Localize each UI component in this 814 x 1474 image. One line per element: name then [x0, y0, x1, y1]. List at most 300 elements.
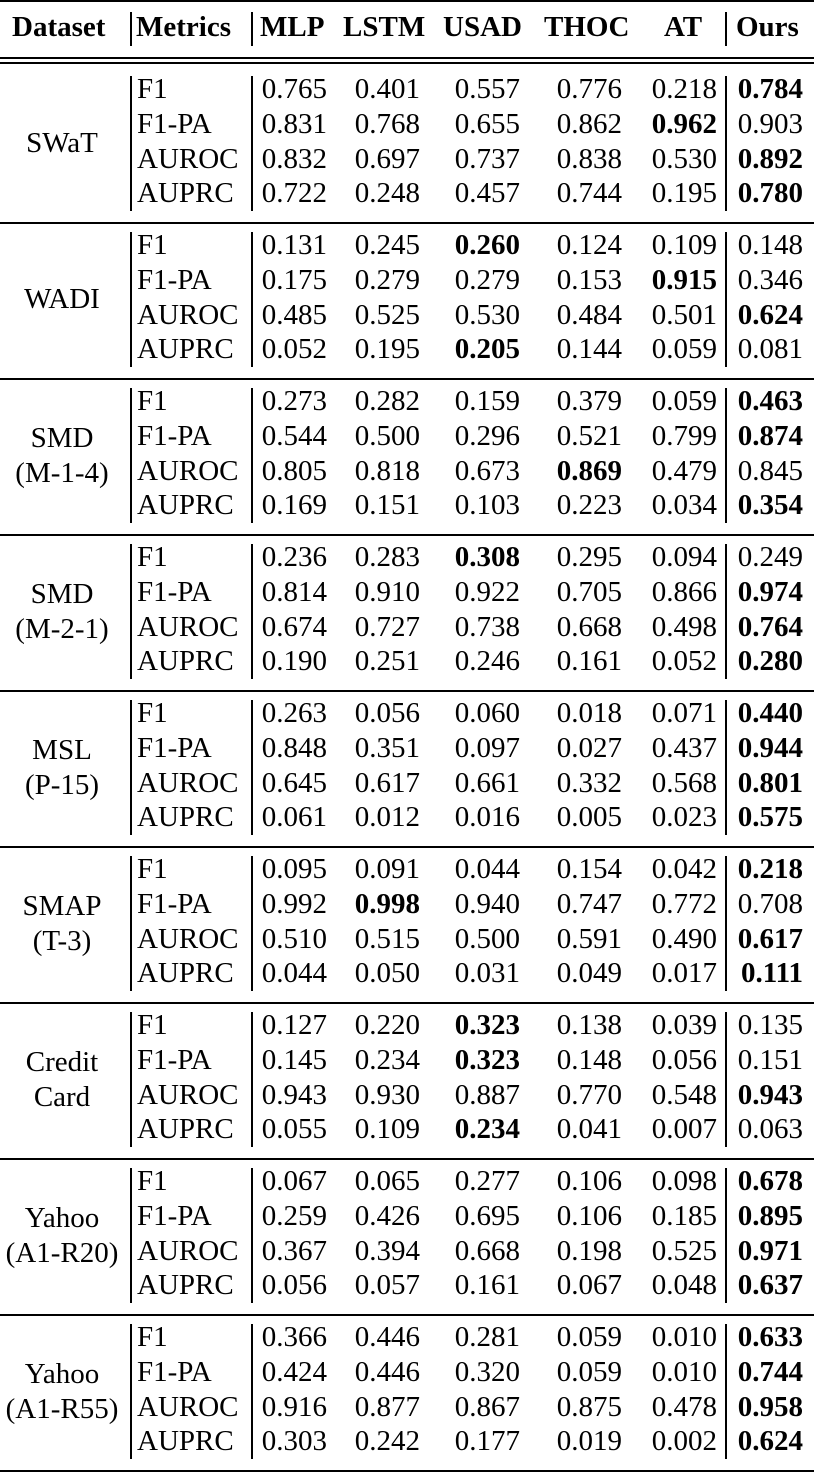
metric-value: 0.234: [354, 1043, 420, 1076]
ours-value: 0.624: [737, 298, 803, 331]
ours-value: 0.637: [737, 1269, 803, 1302]
metric-value: 0.052: [261, 333, 327, 366]
metric-value: 0.366: [261, 1321, 327, 1353]
metric-value: 0.279: [454, 263, 520, 296]
metric-value: 0.992: [261, 887, 327, 920]
bottom-rule: [0, 1470, 814, 1472]
header-thoc: THOC: [544, 11, 630, 43]
metric-name: AUPRC: [137, 801, 234, 834]
metric-value: 0.056: [261, 1269, 327, 1302]
metric-value: 0.998: [354, 887, 420, 920]
metric-value: 0.308: [454, 541, 520, 573]
metric-value: 0.910: [354, 575, 420, 608]
metric-value: 0.424: [261, 1355, 327, 1388]
metric-value: 0.277: [454, 1165, 520, 1197]
column-divider: [130, 388, 132, 523]
metric-value: 0.027: [556, 731, 622, 764]
metric-name: F1-PA: [137, 1199, 212, 1232]
ours-value: 0.354: [737, 489, 803, 522]
metric-value: 0.282: [354, 385, 420, 417]
metric-value: 0.401: [354, 73, 420, 105]
metric-name: F1: [137, 1165, 168, 1197]
group-separator: [0, 534, 814, 536]
column-divider: [130, 1012, 132, 1147]
metric-value: 0.016: [454, 801, 520, 834]
metric-name: F1-PA: [137, 887, 212, 920]
ours-value: 0.063: [737, 1113, 803, 1146]
metric-value: 0.510: [261, 922, 327, 955]
metric-value: 0.263: [261, 697, 327, 729]
dataset-name: (M-1-4): [15, 456, 109, 489]
metric-value: 0.814: [261, 575, 327, 608]
dataset-name: (A1-R20): [5, 1236, 119, 1269]
metric-name: F1-PA: [137, 107, 212, 140]
metric-name: AUROC: [137, 610, 239, 643]
metric-value: 0.131: [261, 229, 327, 261]
metric-value: 0.877: [354, 1390, 420, 1423]
metric-value: 0.727: [354, 610, 420, 643]
ours-value: 0.895: [737, 1199, 803, 1232]
ours-value: 0.974: [737, 575, 803, 608]
metric-value: 0.002: [651, 1425, 717, 1458]
dataset-name: SMD: [30, 421, 94, 454]
group-separator: [0, 846, 814, 848]
metric-value: 0.018: [556, 697, 622, 729]
metric-value: 0.198: [556, 1234, 622, 1267]
metric-value: 0.323: [454, 1009, 520, 1041]
metric-value: 0.124: [556, 229, 622, 261]
metric-name: AUROC: [137, 1078, 239, 1111]
metric-value: 0.530: [454, 298, 520, 331]
metric-name: F1: [137, 385, 168, 417]
header-divider: [130, 12, 132, 46]
column-divider: [130, 232, 132, 367]
metric-value: 0.832: [261, 142, 327, 175]
metric-value: 0.190: [261, 645, 327, 678]
metric-value: 0.019: [556, 1425, 622, 1458]
ours-value: 0.744: [737, 1355, 803, 1388]
metric-value: 0.177: [454, 1425, 520, 1458]
ours-value: 0.624: [737, 1425, 803, 1458]
metric-name: F1: [137, 1321, 168, 1353]
metric-value: 0.023: [651, 801, 717, 834]
metric-value: 0.831: [261, 107, 327, 140]
metric-value: 0.153: [556, 263, 622, 296]
metric-value: 0.770: [556, 1078, 622, 1111]
header-ours: Ours: [736, 11, 799, 43]
ours-value: 0.944: [737, 731, 803, 764]
metric-value: 0.848: [261, 731, 327, 764]
metric-value: 0.065: [354, 1165, 420, 1197]
metric-value: 0.484: [556, 298, 622, 331]
metric-value: 0.048: [651, 1269, 717, 1302]
metric-name: F1-PA: [137, 263, 212, 296]
metric-value: 0.052: [651, 645, 717, 678]
metric-value: 0.007: [651, 1113, 717, 1146]
ours-value: 0.780: [737, 177, 803, 210]
metric-value: 0.056: [354, 697, 420, 729]
metric-value: 0.059: [556, 1355, 622, 1388]
metric-value: 0.521: [556, 419, 622, 452]
metric-value: 0.765: [261, 73, 327, 105]
ours-value: 0.764: [737, 610, 803, 643]
metric-value: 0.379: [556, 385, 622, 417]
metric-value: 0.242: [354, 1425, 420, 1458]
metric-name: F1: [137, 229, 168, 261]
column-divider: [130, 544, 132, 679]
metric-value: 0.697: [354, 142, 420, 175]
ours-value: 0.135: [737, 1009, 803, 1041]
metric-value: 0.061: [261, 801, 327, 834]
metric-name: F1: [137, 853, 168, 885]
dataset-name: (A1-R55): [5, 1392, 119, 1425]
ours-value: 0.874: [737, 419, 803, 452]
metric-value: 0.012: [354, 801, 420, 834]
metric-value: 0.185: [651, 1199, 717, 1232]
metric-value: 0.169: [261, 489, 327, 522]
metric-value: 0.705: [556, 575, 622, 608]
metric-value: 0.109: [354, 1113, 420, 1146]
metric-value: 0.283: [354, 541, 420, 573]
metric-value: 0.218: [651, 73, 717, 105]
metric-value: 0.661: [454, 766, 520, 799]
header-rule: [0, 57, 814, 59]
metric-value: 0.050: [354, 957, 420, 990]
header-row: [0, 0, 814, 56]
header-divider: [725, 12, 727, 46]
metric-value: 0.059: [651, 385, 717, 417]
metric-value: 0.930: [354, 1078, 420, 1111]
metric-name: F1-PA: [137, 575, 212, 608]
metric-value: 0.722: [261, 177, 327, 210]
metric-value: 0.525: [354, 298, 420, 331]
metric-value: 0.279: [354, 263, 420, 296]
metric-name: AUPRC: [137, 645, 234, 678]
metric-value: 0.500: [354, 419, 420, 452]
metric-value: 0.161: [556, 645, 622, 678]
ours-value: 0.903: [737, 107, 803, 140]
dataset-name: (M-2-1): [15, 612, 109, 645]
metric-value: 0.144: [556, 333, 622, 366]
metric-value: 0.446: [354, 1321, 420, 1353]
ours-value: 0.575: [737, 801, 803, 834]
metric-value: 0.544: [261, 419, 327, 452]
ours-value: 0.943: [737, 1078, 803, 1111]
metric-value: 0.323: [454, 1043, 520, 1076]
metric-value: 0.281: [454, 1321, 520, 1353]
metric-value: 0.772: [651, 887, 717, 920]
metric-value: 0.042: [651, 853, 717, 885]
column-divider: [130, 856, 132, 991]
column-divider: [130, 700, 132, 835]
metric-value: 0.674: [261, 610, 327, 643]
metric-value: 0.862: [556, 107, 622, 140]
metric-value: 0.044: [261, 957, 327, 990]
metric-value: 0.668: [556, 610, 622, 643]
metric-value: 0.776: [556, 73, 622, 105]
dataset-name: Card: [33, 1080, 91, 1113]
metric-value: 0.175: [261, 263, 327, 296]
column-divider: [130, 76, 132, 211]
metric-value: 0.617: [354, 766, 420, 799]
metric-value: 0.557: [454, 73, 520, 105]
metric-value: 0.205: [454, 333, 520, 366]
metric-value: 0.273: [261, 385, 327, 417]
metric-value: 0.645: [261, 766, 327, 799]
metric-value: 0.922: [454, 575, 520, 608]
metric-name: F1: [137, 697, 168, 729]
ours-value: 0.463: [737, 385, 803, 417]
metric-value: 0.234: [454, 1113, 520, 1146]
ours-value: 0.617: [737, 922, 803, 955]
metric-value: 0.034: [651, 489, 717, 522]
metric-name: AUROC: [137, 454, 239, 487]
metric-name: F1-PA: [137, 419, 212, 452]
header-metrics: Metrics: [136, 11, 231, 43]
ours-value: 0.633: [737, 1321, 803, 1353]
metric-value: 0.148: [556, 1043, 622, 1076]
metric-value: 0.056: [651, 1043, 717, 1076]
dataset-name: MSL: [32, 733, 92, 766]
metric-value: 0.943: [261, 1078, 327, 1111]
metric-value: 0.568: [651, 766, 717, 799]
metric-value: 0.059: [556, 1321, 622, 1353]
metric-value: 0.768: [354, 107, 420, 140]
metric-name: AUROC: [137, 142, 239, 175]
ours-value: 0.249: [737, 541, 803, 573]
metric-value: 0.220: [354, 1009, 420, 1041]
metric-value: 0.161: [454, 1269, 520, 1302]
metric-value: 0.055: [261, 1113, 327, 1146]
metric-name: F1-PA: [137, 1355, 212, 1388]
metric-value: 0.195: [651, 177, 717, 210]
metric-value: 0.446: [354, 1355, 420, 1388]
metric-name: AUPRC: [137, 177, 234, 210]
metric-name: F1: [137, 541, 168, 573]
metric-value: 0.457: [454, 177, 520, 210]
metric-value: 0.867: [454, 1390, 520, 1423]
group-separator: [0, 1314, 814, 1316]
group-separator: [0, 1158, 814, 1160]
dataset-name: SWaT: [26, 127, 98, 160]
ours-value: 0.346: [737, 263, 803, 296]
metric-value: 0.500: [454, 922, 520, 955]
group-separator: [0, 690, 814, 692]
header-mlp: MLP: [260, 11, 325, 43]
dataset-name: Yahoo: [24, 1357, 100, 1390]
metric-name: AUROC: [137, 1234, 239, 1267]
metric-value: 0.245: [354, 229, 420, 261]
metric-value: 0.668: [454, 1234, 520, 1267]
ours-value: 0.784: [737, 73, 803, 105]
dataset-name: Yahoo: [24, 1201, 100, 1234]
metric-value: 0.515: [354, 922, 420, 955]
metric-value: 0.049: [556, 957, 622, 990]
metric-value: 0.394: [354, 1234, 420, 1267]
metric-value: 0.478: [651, 1390, 717, 1423]
metric-value: 0.295: [556, 541, 622, 573]
metric-value: 0.818: [354, 454, 420, 487]
metric-value: 0.103: [454, 489, 520, 522]
dataset-name: SMD: [30, 577, 94, 610]
ours-value: 0.218: [737, 853, 803, 885]
metric-value: 0.067: [556, 1269, 622, 1302]
metric-value: 0.866: [651, 575, 717, 608]
metric-value: 0.887: [454, 1078, 520, 1111]
metric-value: 0.940: [454, 887, 520, 920]
ours-value: 0.081: [737, 333, 803, 366]
metric-value: 0.017: [651, 957, 717, 990]
dataset-name: SMAP: [22, 889, 102, 922]
metric-value: 0.525: [651, 1234, 717, 1267]
dataset-name: (T-3): [32, 924, 92, 957]
metric-value: 0.071: [651, 697, 717, 729]
metric-value: 0.059: [651, 333, 717, 366]
column-divider: [130, 1168, 132, 1303]
metric-name: F1: [137, 1009, 168, 1041]
metric-value: 0.095: [261, 853, 327, 885]
metric-name: AUPRC: [137, 1269, 234, 1302]
metric-name: AUPRC: [137, 1113, 234, 1146]
metric-value: 0.005: [556, 801, 622, 834]
ours-value: 0.111: [740, 957, 803, 990]
metric-value: 0.501: [651, 298, 717, 331]
metric-value: 0.426: [354, 1199, 420, 1232]
metric-value: 0.041: [556, 1113, 622, 1146]
metric-value: 0.039: [651, 1009, 717, 1041]
metric-name: AUROC: [137, 1390, 239, 1423]
metric-value: 0.303: [261, 1425, 327, 1458]
metric-value: 0.236: [261, 541, 327, 573]
dataset-name: (P-15): [24, 768, 100, 801]
metric-value: 0.916: [261, 1390, 327, 1423]
metric-value: 0.223: [556, 489, 622, 522]
metric-value: 0.673: [454, 454, 520, 487]
metric-value: 0.057: [354, 1269, 420, 1302]
metric-value: 0.332: [556, 766, 622, 799]
metric-value: 0.097: [454, 731, 520, 764]
metric-value: 0.098: [651, 1165, 717, 1197]
metric-value: 0.437: [651, 731, 717, 764]
ours-value: 0.280: [737, 645, 803, 678]
metric-value: 0.747: [556, 887, 622, 920]
metric-name: AUROC: [137, 298, 239, 331]
ours-value: 0.801: [737, 766, 803, 799]
metric-value: 0.351: [354, 731, 420, 764]
metric-value: 0.744: [556, 177, 622, 210]
header-rule: [0, 62, 814, 64]
metric-value: 0.044: [454, 853, 520, 885]
metric-value: 0.490: [651, 922, 717, 955]
group-separator: [0, 222, 814, 224]
metric-value: 0.010: [651, 1321, 717, 1353]
metric-value: 0.251: [354, 645, 420, 678]
metric-value: 0.109: [651, 229, 717, 261]
metric-value: 0.195: [354, 333, 420, 366]
metric-value: 0.154: [556, 853, 622, 885]
metric-value: 0.259: [261, 1199, 327, 1232]
metric-name: F1-PA: [137, 1043, 212, 1076]
dataset-name: Credit: [25, 1045, 99, 1078]
metric-value: 0.246: [454, 645, 520, 678]
ours-value: 0.708: [737, 887, 803, 920]
metric-value: 0.159: [454, 385, 520, 417]
metric-value: 0.127: [261, 1009, 327, 1041]
metric-value: 0.248: [354, 177, 420, 210]
column-divider: [130, 1324, 132, 1459]
header-divider: [251, 12, 253, 46]
metric-name: AUPRC: [137, 333, 234, 366]
metric-value: 0.145: [261, 1043, 327, 1076]
ours-value: 0.958: [737, 1390, 803, 1423]
ours-value: 0.148: [737, 229, 803, 261]
ours-value: 0.440: [737, 697, 803, 729]
metric-value: 0.010: [651, 1355, 717, 1388]
ours-value: 0.845: [737, 454, 803, 487]
header-usad: USAD: [443, 11, 522, 43]
metric-value: 0.838: [556, 142, 622, 175]
group-separator: [0, 1002, 814, 1004]
metric-value: 0.655: [454, 107, 520, 140]
dataset-name: WADI: [24, 283, 100, 316]
metric-name: AUPRC: [137, 1425, 234, 1458]
header-at: AT: [664, 11, 703, 43]
metric-value: 0.498: [651, 610, 717, 643]
header-lstm: LSTM: [343, 11, 426, 43]
header-dataset: Dataset: [12, 11, 106, 43]
metric-value: 0.296: [454, 419, 520, 452]
metric-value: 0.695: [454, 1199, 520, 1232]
metric-value: 0.138: [556, 1009, 622, 1041]
metric-value: 0.591: [556, 922, 622, 955]
metric-value: 0.485: [261, 298, 327, 331]
metric-value: 0.320: [454, 1355, 520, 1388]
metric-value: 0.805: [261, 454, 327, 487]
metric-value: 0.875: [556, 1390, 622, 1423]
ours-value: 0.151: [737, 1043, 803, 1076]
metric-value: 0.260: [454, 229, 520, 261]
metric-value: 0.067: [261, 1165, 327, 1197]
metric-name: AUPRC: [137, 489, 234, 522]
ours-value: 0.971: [737, 1234, 803, 1267]
metric-name: F1-PA: [137, 731, 212, 764]
metric-value: 0.367: [261, 1234, 327, 1267]
metric-value: 0.799: [651, 419, 717, 452]
metric-name: AUROC: [137, 766, 239, 799]
ours-value: 0.678: [737, 1165, 803, 1197]
metric-value: 0.548: [651, 1078, 717, 1111]
ours-value: 0.892: [737, 142, 803, 175]
metric-value: 0.094: [651, 541, 717, 573]
metric-value: 0.530: [651, 142, 717, 175]
metric-value: 0.106: [556, 1165, 622, 1197]
metric-value: 0.060: [454, 697, 520, 729]
metric-value: 0.869: [556, 454, 622, 487]
metric-value: 0.738: [454, 610, 520, 643]
metric-value: 0.962: [651, 107, 717, 140]
metric-value: 0.031: [454, 957, 520, 990]
group-separator: [0, 378, 814, 380]
metric-value: 0.915: [651, 263, 717, 296]
metric-name: AUPRC: [137, 957, 234, 990]
metric-value: 0.151: [354, 489, 420, 522]
metric-value: 0.737: [454, 142, 520, 175]
metric-value: 0.479: [651, 454, 717, 487]
metric-value: 0.106: [556, 1199, 622, 1232]
metric-value: 0.091: [354, 853, 420, 885]
metric-name: F1: [137, 73, 168, 105]
metric-name: AUROC: [137, 922, 239, 955]
